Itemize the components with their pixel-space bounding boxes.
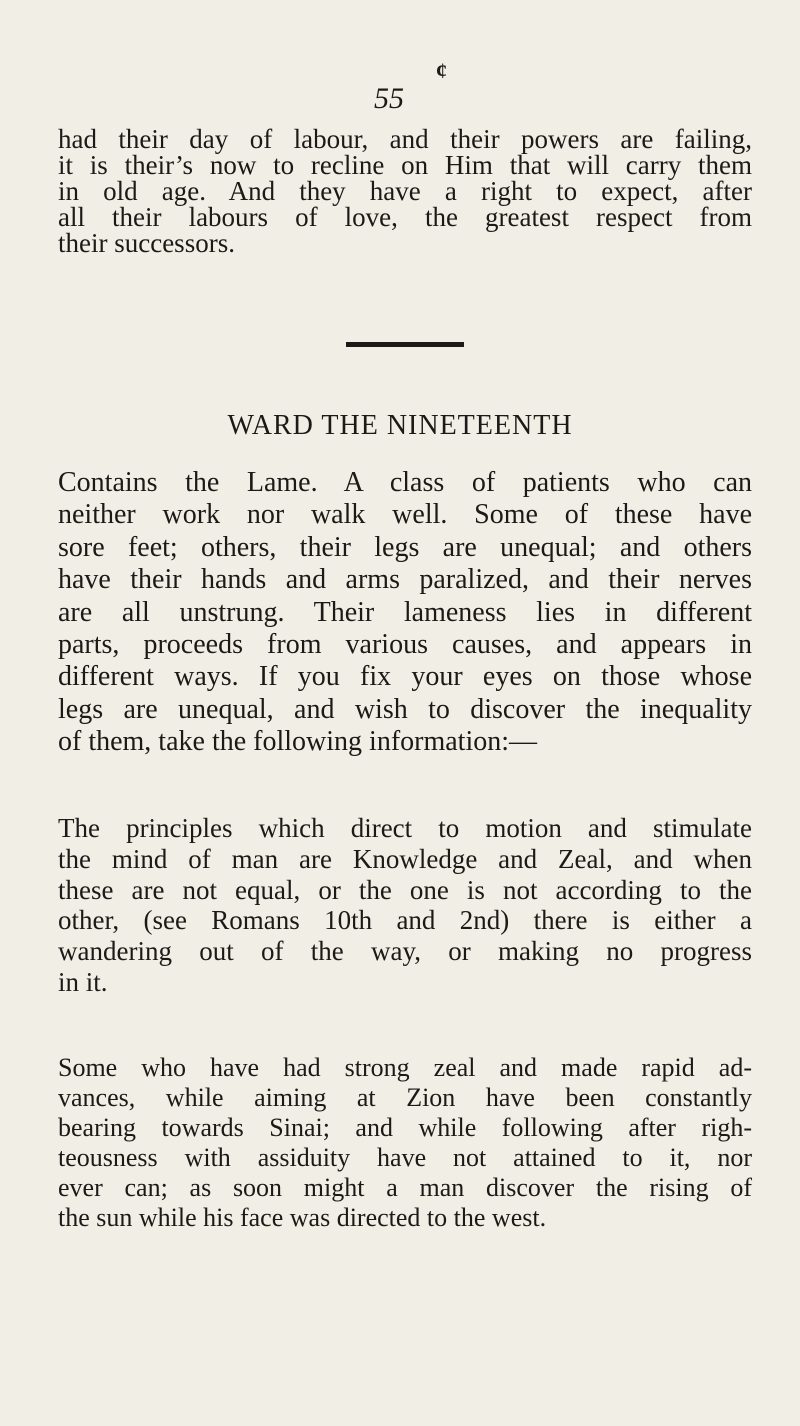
- paragraph-principles: [58, 813, 752, 998]
- text-line: had their day of labour, and their powers are failing,: [58, 124, 752, 154]
- paragraph-continued: [58, 126, 752, 256]
- text-line: legs are unequal, and wish to discover the inequality: [58, 693, 752, 725]
- text-line: vances, while aiming at Zion have been constantly: [58, 1083, 752, 1112]
- text-line: sore feet; others, their legs are unequal; and others: [58, 531, 752, 563]
- section-heading: WARD THE NINETEENTH: [227, 410, 573, 441]
- text-line: The principles which direct to motion and stimulate: [58, 813, 752, 843]
- text-line: their successors.: [58, 228, 235, 258]
- text-line: the mind of man are Knowledge and Zeal, and when: [58, 843, 752, 874]
- text-line: parts, proceeds from various causes, and appears in: [58, 629, 752, 661]
- text-line: bearing towards Sinai; and while following after righ-: [58, 1113, 752, 1142]
- text-line: different ways. If you fix your eyes on those whose: [58, 661, 752, 693]
- text-line: Some who have had strong zeal and made rapid ad-: [58, 1053, 752, 1082]
- text-line: of them, take the following information:—: [58, 726, 538, 758]
- text-line: these are not equal, or the one is not according to the: [58, 874, 752, 905]
- text-line: other, (see Romans 10th and 2nd) there is either a: [58, 905, 752, 936]
- text-line: teousness with assiduity have not attained to it, nor: [58, 1143, 752, 1172]
- text-line: wandering out of the way, or making no progress: [58, 936, 752, 967]
- text-line: neither work nor walk well. Some of these have: [58, 499, 752, 531]
- page-number: 55: [374, 82, 404, 115]
- paragraph-ward-description: [58, 467, 752, 759]
- section-divider: [346, 342, 464, 347]
- text-line: all their labours of love, the greatest respect from: [58, 202, 752, 232]
- text-line: the sun while his face was directed to the west.: [58, 1203, 547, 1232]
- text-line: have their hands and arms paralized, and their nerves: [58, 564, 752, 596]
- paragraph-zeal: [58, 1053, 752, 1233]
- text-line: Contains the Lame. A class of patients who can: [58, 467, 752, 498]
- text-line: are all unstrung. Their lameness lies in different: [58, 596, 752, 628]
- text-line: in it.: [58, 966, 108, 997]
- text-line: in old age. And they have a right to expect, after: [58, 176, 752, 206]
- text-line: ever can; as soon might a man discover the rising of: [58, 1173, 752, 1202]
- printer-mark: ¢: [436, 58, 447, 83]
- text-line: it is their’s now to recline on Him that will carry them: [58, 150, 752, 180]
